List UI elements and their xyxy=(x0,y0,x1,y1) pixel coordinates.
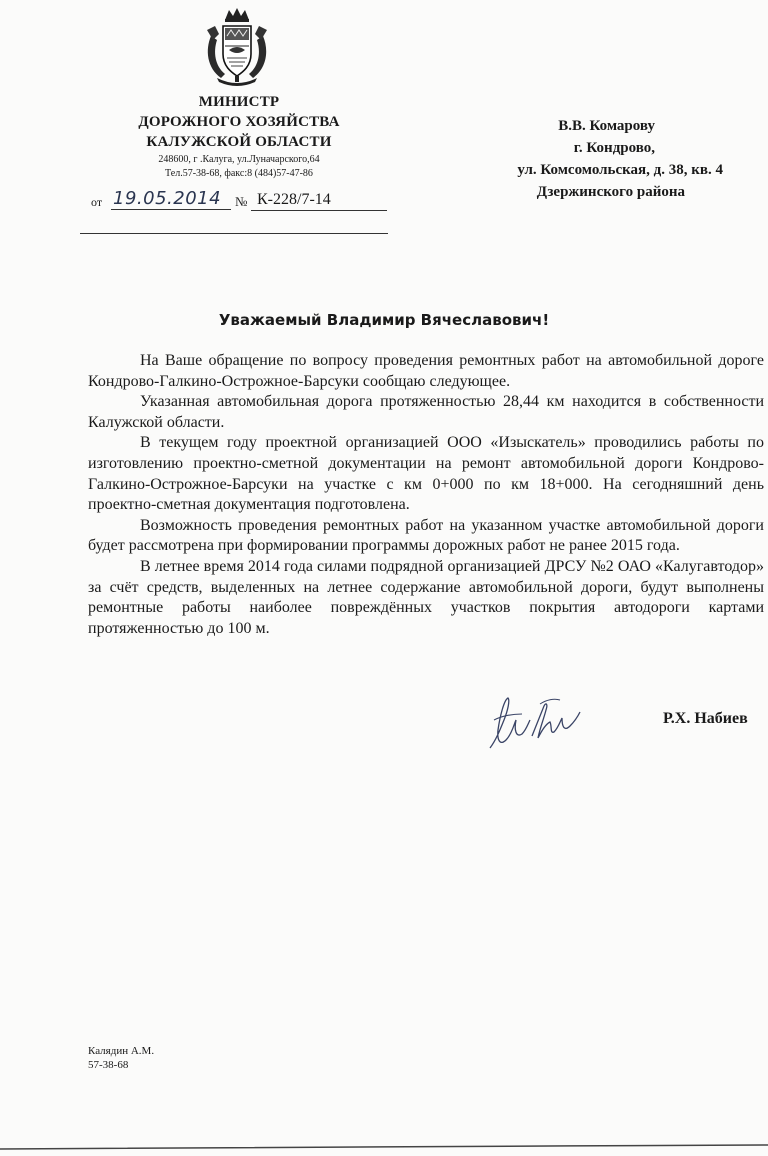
recipient-city: г. Кондрово, xyxy=(573,140,655,156)
executor-phone: 57-38-68 xyxy=(88,1059,129,1071)
body-paragraph: В текущем году проектной организацией ООО «Изыскатель» проводились работы по изготовлению проектно-сметной документации на ремонт автомобильной дороги Кондрово-Галкино-Острожное-Барсуки на участке с км 0+000 по км 18+000. На сегодняшний день проектно-сметная документация подготовлена. xyxy=(88,434,764,514)
org-title-line: ДОРОЖНОГО ХОЗЯЙСТВА xyxy=(138,114,340,130)
letter-body xyxy=(88,351,764,639)
executor-info xyxy=(88,1044,154,1072)
body-paragraph: Указанная автомобильная дорога протяженностью 28,44 км находится в собственности Калужской области. xyxy=(88,393,764,431)
document-number: К-228/7-14 xyxy=(257,191,331,208)
scan-edge-shadow xyxy=(0,1143,768,1156)
reference-blank-line xyxy=(80,233,388,234)
org-address: 248600, г .Калуга, ул.Луначарского,64 xyxy=(158,154,320,165)
handwritten-date: 19.05.2014 xyxy=(113,188,222,209)
body-paragraph: Возможность проведения ремонтных работ на указанном участке автомобильной дороги будет рассмотрена при формировании программы дорожных работ не ранее 2015 года. xyxy=(88,516,764,555)
recipient-name: В.В. Комарову xyxy=(558,118,655,134)
number-underline xyxy=(251,210,387,211)
body-paragraph: В летнее время 2014 года силами подрядной организацией ДРСУ №2 ОАО «Калугавтодор» за счёт средств, выделенных на летнее содержание автомобильной дороги, будут выполнены ремонтные работы наиболее повреждённых участков покрытия автодороги картами протяженностью до 100 м. xyxy=(88,557,764,637)
sender-block xyxy=(108,92,370,180)
recipient-district: Дзержинского района xyxy=(536,184,685,200)
recipient-block xyxy=(463,115,723,203)
org-title-line: МИНИСТР xyxy=(198,94,280,110)
reference-row xyxy=(91,190,389,216)
org-phone: Тел.57-38-68, факс:8 (484)57-47-86 xyxy=(165,168,313,179)
signer-name: Р.Х. Набиев xyxy=(663,710,748,727)
from-label: от xyxy=(91,195,103,209)
recipient-street: ул. Комсомольская, д. 38, кв. 4 xyxy=(517,162,723,178)
handwritten-signature xyxy=(486,690,586,754)
body-paragraph: На Ваше обращение по вопросу проведения ремонтных работ на автомобильной дороге Кондрово-Галкино-Острожное-Барсуки сообщаю следующее. xyxy=(88,352,764,390)
date-underline xyxy=(111,209,231,210)
executor-name: Калядин А.М. xyxy=(88,1045,155,1057)
coat-of-arms-emblem xyxy=(201,6,273,86)
org-title-line: КАЛУЖСКОЙ ОБЛАСТИ xyxy=(146,134,332,150)
number-label: № xyxy=(235,194,248,209)
greeting: Уважаемый Владимир Вячеславович! xyxy=(218,311,550,329)
